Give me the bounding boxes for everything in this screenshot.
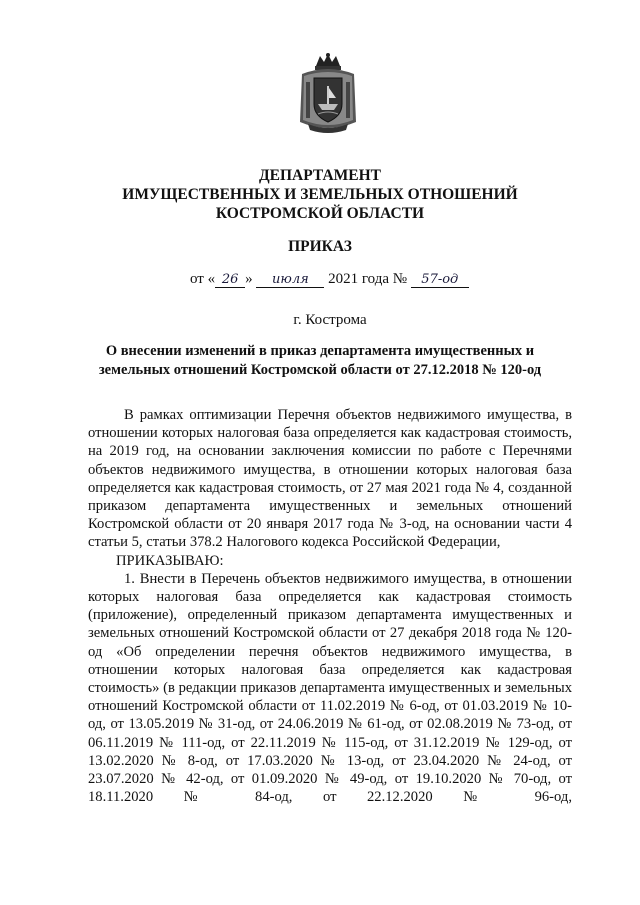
preamble-paragraph: В рамках оптимизации Перечня объектов недвижимого имущества, в отношении которых налоговая база определяется как кадастровая стоимость, на 2019 год, на основании заключения комиссии по работе с Перечнями объектов недвижимого имущества, в отношении которых налоговая база определяется как кадастровая стоимость, от 27 мая 2021 года № 4, созданной приказом департамента имущественных и земельных отношений Костромской области от 20 января 2017 года № 3-од, на основании части 4 статьи 5, статьи 378.2 Налогового кодекса Российской Федерации, (88, 407, 572, 551)
department-header (0, 166, 640, 223)
order-word: ПРИКАЗЫВАЮ: (116, 552, 224, 569)
handwritten-month: июля (256, 272, 324, 288)
city-name: г. Кострома (293, 312, 367, 328)
department-header-line2: ИМУЩЕСТВЕННЫХ И ЗЕМЕЛЬНЫХ ОТНОШЕНИЙ (122, 186, 518, 203)
handwritten-order-number: 57-од (411, 272, 469, 288)
dateline-prefix: от « (190, 271, 216, 287)
department-header-line1: ДЕПАРТАМЕНТ (258, 167, 382, 184)
dateline-year: 2021 года № (328, 271, 408, 287)
order-title: ПРИКАЗ (288, 238, 352, 255)
order-subject-line2: земельных отношений Костромской области от 27.12.2018 № 120-од (98, 362, 542, 378)
coat-of-arms-emblem (296, 52, 360, 136)
department-header-line3: КОСТРОМСКОЙ ОБЛАСТИ (215, 205, 425, 222)
order-subject-line1: О внесении изменений в приказ департамента имущественных и (105, 343, 535, 359)
order-dateline (190, 271, 469, 288)
handwritten-day: 26 (215, 272, 245, 288)
order-body (88, 406, 572, 806)
order-subject (0, 342, 640, 380)
clause-1-paragraph: 1. Внести в Перечень объектов недвижимого имущества, в отношении которых налоговая база определяется как кадастровая стоимость (приложение), определенный приказом департамента имущественных и земельных отношений Костромской области от 27 декабря 2018 года № 120-од «Об определении перечня объектов недвижимого имущества, в отношении которых налоговая база определяется как кадастровая стоимость» (в редакции приказов департамента имущественных и земельных отношений Костромской области от 11.02.2019 № 6-од, от 01.03.2019 № 10-од, от 13.05.2019 № 31-од, от 24.06.2019 № 61-од, от 02.08.2019 № 73-од, от 06.11.2019 № 111-од, от 22.11.2019 № 115-од, от 31.12.2019 № 129-од, от 13.02.2020 № 8-од, от 17.03.2020 № 13-од, от 23.04.2020 № 24-од, от 23.07.2020 № 42-од, от 01.09.2020 № 49-од, от 19.10.2020 № 70-од, от 18.11.2020 № 84-од, от 22.12.2020 № 96-од, (88, 570, 572, 806)
dateline-mid: » (245, 271, 253, 287)
